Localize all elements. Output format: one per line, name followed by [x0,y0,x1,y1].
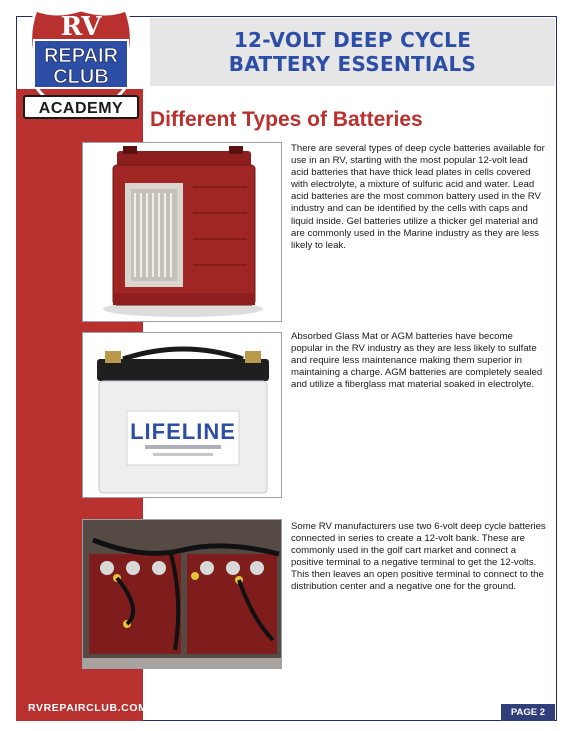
lead-acid-battery-image [83,143,282,322]
logo-rv-text: RV [60,12,102,42]
six-volt-paragraph: Some RV manufacturers use two 6-volt deep cycle batteries connected in series to create a 12-volt bank. These are commonly used in the golf cart market and connect a positive terminal to a negative terminal to get the 12-volts. This then leaves an open positive terminal to connect to the distribution center and a negative one for the ground. [291,521,546,593]
lead-acid-paragraph: There are several types of deep cycle batteries available for use in an RV, starting with the most popular 12-volt lead acid batteries that have thick lead plates in cells covered with electrolyte, a mixture of sulfuric acid and water. Lead acid batteries are the most common battery used in the RV industry and can be identified by the cells with caps and liquid inside. Gel batteries utilize a thicker gel material and are commonly used in the Marine industry as they are less likely to leak. [291,143,545,251]
page-number-badge: PAGE 2 [501,704,555,721]
page-title-line-1: 12-VOLT DEEP CYCLE [233,28,472,52]
agm-paragraph: Absorbed Glass Mat or AGM batteries have become popular in the RV industry as they are less likely to sulfate and require less maintenance making them superior in maintaining a charge. AGM batteries are completely sealed and utilize a fiberglass mat material soaked in electrolyte. [291,331,543,391]
logo-repair-text: REPAIR [43,45,119,67]
rv-repair-club-logo [22,4,140,122]
six-volt-bank-photo [82,519,282,669]
agm-battery-image [83,333,282,498]
section-heading: Different Types of Batteries [150,108,423,131]
footer-website-link[interactable]: RVREPAIRCLUB.COM [28,702,148,714]
title-bar [150,18,555,86]
lifeline-brand-label: LIFELINE [130,419,236,444]
page-title-line-2: BATTERY ESSENTIALS [228,52,477,76]
lead-acid-battery-photo [82,142,282,322]
six-volt-bank-image [83,520,282,669]
logo-club-text: CLUB [53,66,109,88]
logo-academy-text: ACADEMY [38,100,124,117]
agm-battery-photo [82,332,282,498]
